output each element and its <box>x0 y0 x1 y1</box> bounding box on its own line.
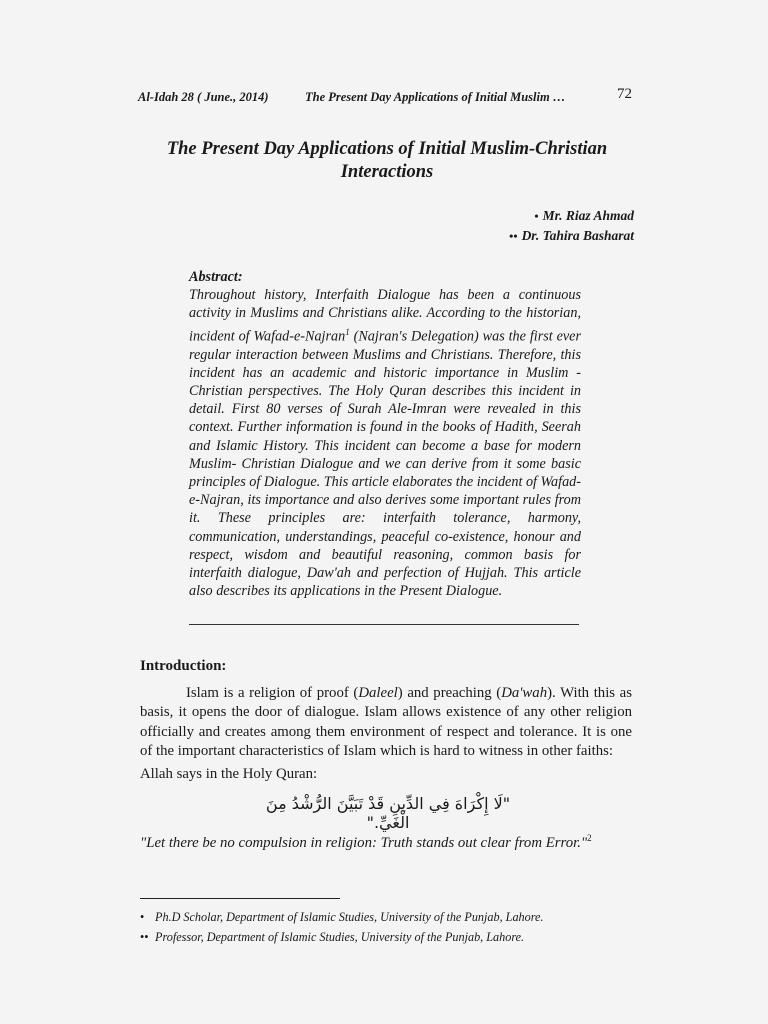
author-list <box>509 206 634 246</box>
footnotes <box>140 907 640 947</box>
verse-translation <box>140 833 592 852</box>
footnote-divider <box>140 898 340 899</box>
author-line <box>509 226 634 246</box>
author-footnote-mark: •• <box>509 229 518 243</box>
footnote-ref: 1 <box>345 326 350 337</box>
abstract-body <box>189 286 581 600</box>
author-line <box>509 206 634 226</box>
quran-lead-in: Allah says in the Holy Quran: <box>140 766 318 782</box>
article-title: The Present Day Applications of Initial Muslim-Christian Interactions <box>166 139 608 182</box>
intro-paragraph <box>140 684 632 762</box>
running-title: The Present Day Applications of Initial Muslim … <box>305 90 566 104</box>
abstract <box>189 268 581 600</box>
page-number: 72 <box>617 86 632 102</box>
author-name: Mr. Riaz Ahmad <box>542 208 634 223</box>
journal-citation: Al-Idah 28 ( June., 2014) <box>138 90 269 104</box>
paragraph-text: Islam is a religion of proof ( <box>186 685 359 701</box>
abstract-text: Throughout history, Interfaith Dialogue has been a continuous activity in Muslims and Christians alike. According to the historian, incident of Wafad-e-Najran <box>189 287 581 345</box>
abstract-text: (Najran's Delegation) was the first ever regular interaction between Muslims and Christians. Therefore, this incident has an academic and historic importance in Muslim -Christian perspectives. The Holy Quran describes this incident in detail. First 80 verses of Surah Ale-Imran were revealed in this context. Further information is found in the books of Hadith, Seerah and Islamic History. This incident can become a base for modern Muslim- Christian Dialogue and we can derive from it some basic principles of Dialogue. This article elaborates the incident of Wafad-e-Najran, its importance and also derives some important rules from it. These principles are: interfaith tolerance, harmony, communication, understandings, peaceful co-existence, honour and respect, wisdom and beautiful reasoning, common basis for interfaith dialogue, Daw'ah and perfection of Hujjah. This article also describes its applications in the Present Dialogue. <box>189 328 581 600</box>
author-name: Dr. Tahira Basharat <box>521 228 634 243</box>
abstract-heading: Abstract: <box>189 269 243 285</box>
paragraph-text: ). With this as basis, it opens the door of dialogue. Islam allows existence of any other religion officially and creates among them environment of respect and tolerance. It is one of the important characteristics of Islam which is hard to witness in other faiths: <box>140 685 633 760</box>
footnote-mark: • <box>140 910 145 924</box>
paragraph-text: ) and preaching ( <box>397 685 502 701</box>
footnote-text: Professor, Department of Islamic Studies, University of the Punjab, Lahore. <box>155 930 525 944</box>
abstract-divider <box>189 624 579 625</box>
term-dawah: Da'wah <box>501 685 548 701</box>
arabic-verse: "لَا إِكْرَاهَ فِي الدِّينِ قَدْ تَبَيَّنَ الرُّشْدُ مِنَ الْغَيِّ." <box>265 794 511 832</box>
footnote-mark: •• <box>140 930 149 944</box>
author-footnote-mark: • <box>534 209 539 223</box>
section-heading: Introduction: <box>140 658 227 674</box>
term-daleel: Daleel <box>358 685 398 701</box>
translation-text: "Let there be no compulsion in religion: Truth stands out clear from Error." <box>140 834 588 851</box>
footnote-text: Ph.D Scholar, Department of Islamic Studies, University of the Punjab, Lahore. <box>155 910 544 924</box>
footnote-ref: 2 <box>587 833 592 843</box>
footnote <box>140 927 640 947</box>
footnote <box>140 907 640 927</box>
